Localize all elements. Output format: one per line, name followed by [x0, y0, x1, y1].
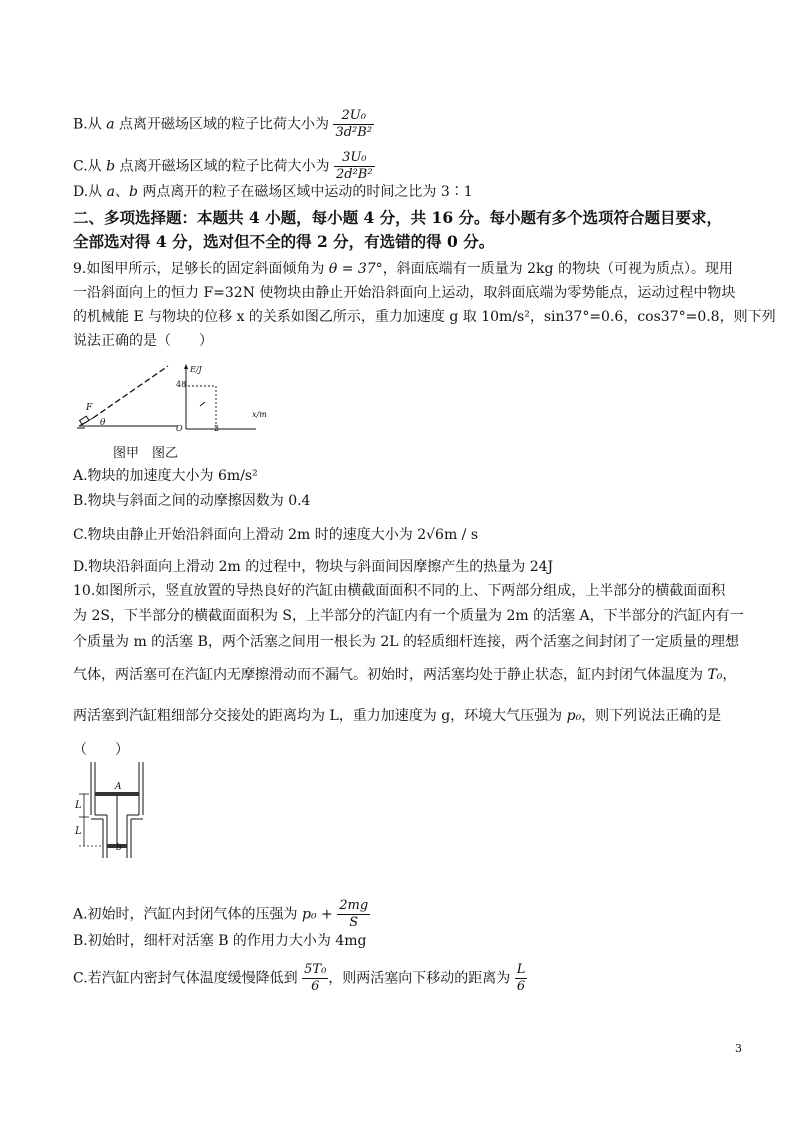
numerator: L: [516, 962, 526, 977]
pressure-expr: p₀ +: [302, 906, 333, 923]
speed-value: 2√6m / s: [417, 527, 479, 543]
piston-a-label: A: [115, 782, 122, 792]
theta-value: θ = 37°: [328, 261, 383, 277]
denominator: 6: [516, 979, 526, 994]
text: C.若汽缸内密封气体温度缓慢降低到: [73, 970, 303, 987]
denominator: 3d²B²: [335, 125, 373, 140]
numerator: 2mg: [339, 898, 369, 913]
text: 两点离开的粒子在磁场区域中运动的时间之比为 3∶1: [137, 184, 473, 200]
temp-symbol: T₀: [707, 667, 723, 683]
text: ，则两活塞向下移动的距离为: [328, 970, 515, 987]
text: 9.如图甲所示，足够长的固定斜面倾角为: [73, 261, 329, 277]
origin-label: O: [176, 424, 183, 433]
text: ，则下列说法正确的是: [581, 708, 722, 724]
figure-caption: 图甲 图乙: [113, 446, 179, 461]
var-b: b: [129, 184, 138, 200]
force-label: F: [86, 403, 93, 413]
text: B.从: [73, 116, 107, 133]
fraction: [333, 108, 374, 141]
q10-line-1: 10.如图所示，竖直放置的导热良好的汽缸由横截面面积不同的上、下两部分组成，上半部分的横截面面积: [73, 583, 726, 599]
section-heading-2: 全部选对得 4 分，选对但不全的得 2 分，有选错的得 0 分。: [73, 232, 495, 251]
section-heading-1: 二、多项选择题：本题共 4 小题，每小题 4 分，共 16 分。每小题有多个选项符合题目要求，: [73, 208, 723, 227]
text: C.从: [73, 158, 107, 175]
denominator: 2d²B²: [336, 167, 373, 182]
text: 两活塞到汽缸粗细部分交接处的距离均为 L，重力加速度为 g，环境大气压强为: [73, 708, 567, 724]
piston-b-label: b: [116, 843, 122, 853]
fraction: [302, 962, 328, 995]
length-label-upper: L: [75, 800, 82, 811]
x-axis-label: x/m: [252, 410, 267, 419]
q10-line-3: 个质量为 m 的活塞 B，两个活塞之间用一根长为 2L 的轻质细杆连接，两个活塞之间封闭了一定质量的理想: [73, 634, 740, 650]
text: 气体，两活塞可在汽缸内无摩擦滑动而不漏气。初始时，两活塞均处于静止状态，缸内封闭气体温度为: [73, 667, 708, 683]
theta-label: θ: [100, 418, 106, 428]
q10-line-2: 为 2S，下半部分的横截面面积为 S，上半部分的汽缸内有一个质量为 2m 的活塞 A，下半部分的汽缸内有一: [73, 608, 744, 624]
denominator: S: [349, 915, 359, 930]
q10-option-a: [73, 898, 370, 931]
energy-axis-label: E/J: [190, 365, 202, 374]
text: A.初始时，汽缸内封闭气体的压强为: [73, 906, 303, 923]
text: D.从: [73, 184, 107, 200]
q10-option-c: [73, 962, 527, 995]
q9-line-1: [73, 259, 733, 279]
var-a: a: [106, 184, 115, 200]
text: ，: [722, 667, 737, 683]
fraction: [337, 898, 370, 931]
numerator: 2U₀: [333, 108, 374, 125]
fraction: [334, 150, 375, 183]
q10-line-4: [73, 665, 736, 685]
length-label-lower: L: [75, 826, 82, 837]
var-b: b: [106, 158, 116, 175]
tick-48: 48: [176, 380, 187, 389]
option-b-prev: [73, 108, 374, 141]
q9-option-d: D.物块沿斜面向上滑动 2m 的过程中，物块与斜面间因摩擦产生的热量为 24J: [73, 559, 554, 575]
var-a: a: [106, 116, 115, 133]
numerator: 3U₀: [334, 150, 375, 167]
q9-line-3: 的机械能 E 与物块的位移 x 的关系如图乙所示，重力加速度 g 取 10m/s²，sin37°=0.6，cos37°=0.8，则下列: [73, 309, 776, 325]
text: 点离开磁场区域的粒子比荷大小为: [115, 158, 330, 175]
option-c-prev: [73, 150, 375, 183]
q9-option-b: B.物块与斜面之间的动摩擦因数为 0.4: [73, 493, 311, 509]
q9-option-c: [73, 525, 478, 545]
numerator: 5T₀: [304, 962, 327, 977]
tick-2: 2: [214, 424, 220, 433]
fraction: [515, 962, 528, 995]
q10-line-6: （ ）: [73, 742, 129, 758]
q10-option-b: B.初始时，细杆对活塞 B 的作用力大小为 4mg: [73, 933, 367, 949]
pressure-symbol: p₀: [566, 708, 582, 724]
figure-incline: [77, 366, 178, 428]
option-d-prev: [73, 182, 473, 202]
denominator: 6: [311, 979, 320, 994]
text: 点离开磁场区域的粒子比荷大小为: [114, 116, 330, 133]
text: 、: [115, 184, 129, 200]
text: ，斜面底端有一质量为 2kg 的物块（可视为质点）。现用: [382, 261, 733, 277]
q10-line-5: [73, 706, 721, 726]
q9-line-2: 一沿斜面向上的恒力 F=32N 使物块由静止开始沿斜面向上运动，取斜面底端为零势能点，运动过程中物块: [73, 285, 736, 301]
q9-option-a: A.物块的加速度大小为 6m/s²: [73, 468, 258, 484]
page-number: 3: [735, 1042, 742, 1055]
text: C.物块由静止开始沿斜面向上滑动 2m 时的速度大小为: [73, 527, 418, 543]
q9-line-4: 说法正确的是（ ）: [73, 333, 213, 349]
